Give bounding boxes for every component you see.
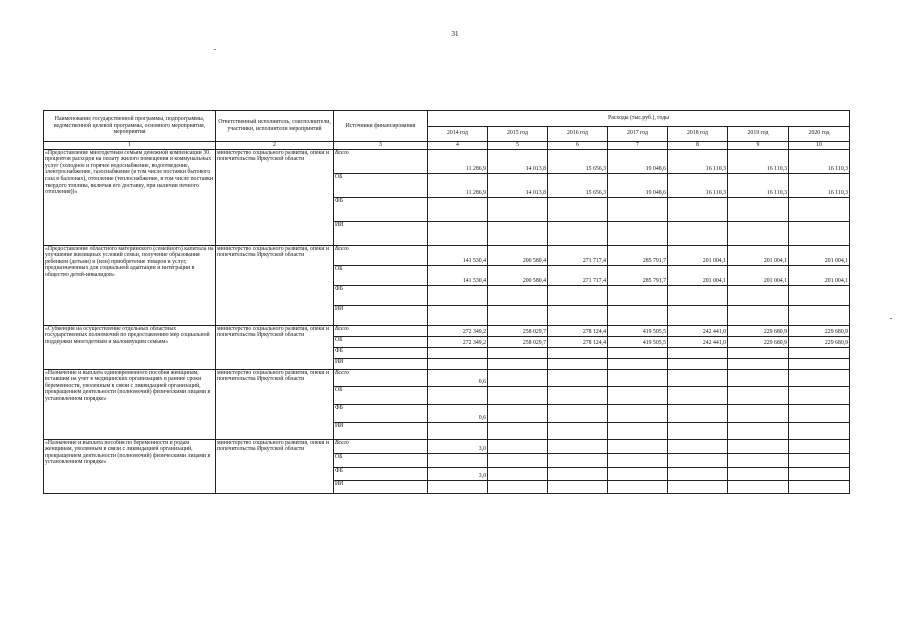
amount-cell: [428, 305, 488, 325]
amount-cell: 16 110,3: [789, 173, 850, 197]
header-year: 2020 год: [789, 126, 850, 142]
amount-cell: [608, 197, 668, 221]
amount-cell: [608, 285, 668, 305]
amount-cell: [488, 221, 548, 245]
amount-cell: 201 004,1: [789, 245, 850, 265]
amount-cell: [789, 347, 850, 358]
funding-source: Всего: [334, 325, 428, 336]
column-number: 2: [216, 142, 334, 150]
amount-cell: [608, 358, 668, 369]
measure-executor: министерство социального развития, опеки и попечительства Иркутской области: [216, 149, 334, 245]
amount-cell: 16 110,3: [668, 173, 728, 197]
funding-source: ФБ: [334, 467, 428, 480]
amount-cell: [728, 285, 789, 305]
amount-cell: [608, 453, 668, 467]
page-number: 31: [451, 30, 459, 38]
amount-cell: [789, 197, 850, 221]
amount-cell: [488, 347, 548, 358]
amount-cell: [548, 386, 608, 404]
amount-cell: [789, 453, 850, 467]
amount-cell: 16 110,3: [668, 149, 728, 173]
measure-executor: министерство социального развития, опеки и попечительства Иркутской области: [216, 369, 334, 439]
header-year: 2019 год: [728, 126, 789, 142]
amount-cell: [488, 422, 548, 439]
column-number: 5: [488, 142, 548, 150]
header-year: 2018 год: [668, 126, 728, 142]
funding-source: ОБ: [334, 453, 428, 467]
amount-cell: [728, 386, 789, 404]
amount-cell: [428, 197, 488, 221]
funding-source: ФБ: [334, 285, 428, 305]
amount-cell: 0,6: [428, 404, 488, 422]
amount-cell: [548, 369, 608, 386]
amount-cell: [668, 369, 728, 386]
funding-source: ОБ: [334, 173, 428, 197]
amount-cell: [789, 285, 850, 305]
amount-cell: 258 029,7: [488, 325, 548, 336]
amount-cell: 200 580,4: [488, 265, 548, 285]
funding-source: ОБ: [334, 265, 428, 285]
amount-cell: [728, 453, 789, 467]
amount-cell: 16 110,3: [789, 149, 850, 173]
amount-cell: [548, 358, 608, 369]
amount-cell: [428, 285, 488, 305]
amount-cell: [668, 422, 728, 439]
budget-table: [43, 110, 850, 494]
amount-cell: 285 791,7: [608, 265, 668, 285]
funding-source: ИИ: [334, 480, 428, 493]
amount-cell: 19 048,6: [608, 149, 668, 173]
header-year: 2017 год: [608, 126, 668, 142]
amount-cell: [728, 305, 789, 325]
amount-cell: [608, 369, 668, 386]
amount-cell: [789, 369, 850, 386]
table-row: [44, 439, 850, 453]
amount-cell: [728, 369, 789, 386]
funding-source: ФБ: [334, 197, 428, 221]
amount-cell: 14 013,8: [488, 173, 548, 197]
amount-cell: [608, 422, 668, 439]
table-row: [44, 369, 850, 386]
column-number: 6: [548, 142, 608, 150]
amount-cell: [428, 480, 488, 493]
amount-cell: 285 791,7: [608, 245, 668, 265]
amount-cell: [488, 369, 548, 386]
amount-cell: [789, 305, 850, 325]
amount-cell: [789, 439, 850, 453]
funding-source: ИИ: [334, 358, 428, 369]
amount-cell: [728, 480, 789, 493]
column-number: 10: [789, 142, 850, 150]
amount-cell: 271 717,4: [548, 245, 608, 265]
amount-cell: [668, 439, 728, 453]
amount-cell: 14 013,8: [488, 149, 548, 173]
amount-cell: [668, 453, 728, 467]
amount-cell: 419 505,5: [608, 325, 668, 336]
amount-cell: 272 349,2: [428, 325, 488, 336]
amount-cell: 15 656,3: [548, 149, 608, 173]
amount-cell: [548, 439, 608, 453]
amount-cell: [488, 305, 548, 325]
amount-cell: [488, 453, 548, 467]
amount-cell: [789, 358, 850, 369]
amount-cell: [608, 221, 668, 245]
funding-source: Всего: [334, 369, 428, 386]
column-number: 8: [668, 142, 728, 150]
measure-name: «Предоставление областного материнского (семейного) капитала на улучшение жилищных условий семьи, получение образования ребенком (детьми) и (или) приобретение товаров и услуг, предназначенных для социальной адаптации и интеграции в общество детей-инвалидов»: [44, 245, 216, 325]
amount-cell: [428, 221, 488, 245]
amount-cell: 141 530,4: [428, 245, 488, 265]
amount-cell: [728, 347, 789, 358]
funding-source: ИИ: [334, 422, 428, 439]
amount-cell: [608, 480, 668, 493]
amount-cell: [728, 221, 789, 245]
amount-cell: 229 680,9: [728, 336, 789, 347]
amount-cell: 19 048,6: [608, 173, 668, 197]
column-number: 4: [428, 142, 488, 150]
amount-cell: [728, 439, 789, 453]
column-number: 3: [334, 142, 428, 150]
amount-cell: [488, 480, 548, 493]
funding-source: ИИ: [334, 305, 428, 325]
table-row: [44, 325, 850, 336]
amount-cell: [728, 197, 789, 221]
header-year: 2014 год: [428, 126, 488, 142]
column-number: 9: [728, 142, 789, 150]
amount-cell: [789, 480, 850, 493]
amount-cell: [668, 386, 728, 404]
amount-cell: [668, 480, 728, 493]
amount-cell: [428, 358, 488, 369]
column-number: 1: [44, 142, 216, 150]
amount-cell: [608, 467, 668, 480]
funding-source: ОБ: [334, 386, 428, 404]
amount-cell: [789, 404, 850, 422]
header-spending: Расходы (тыс.руб.), годы: [428, 111, 850, 127]
table-row: [44, 149, 850, 173]
amount-cell: 229 680,9: [789, 336, 850, 347]
amount-cell: [488, 285, 548, 305]
funding-source: ОБ: [334, 336, 428, 347]
amount-cell: [428, 422, 488, 439]
amount-cell: [608, 305, 668, 325]
amount-cell: 419 505,5: [608, 336, 668, 347]
amount-cell: 11 286,9: [428, 173, 488, 197]
amount-cell: 3,0: [428, 439, 488, 453]
amount-cell: [608, 347, 668, 358]
amount-cell: 271 717,4: [548, 265, 608, 285]
amount-cell: [548, 422, 608, 439]
measure-executor: министерство социального развития, опеки и попечительства Иркутской области: [216, 325, 334, 369]
measure-name: «Предоставление многодетным семьям денежной компенсации 30 процентов расходов на оплату жилого помещения и коммунальных услуг (холодное и горячее водоснабжение, водоотведение, электроснабжение, газоснабжение (в том числе поставки бытового газа в баллонах), отопление (теплоснабжение, в том числе поставки твердого топлива, включая его доставку, при наличии печного отопления))»: [44, 149, 216, 245]
amount-cell: [728, 467, 789, 480]
amount-cell: [668, 221, 728, 245]
amount-cell: 278 124,4: [548, 336, 608, 347]
funding-source: Всего: [334, 245, 428, 265]
amount-cell: [548, 453, 608, 467]
amount-cell: [668, 285, 728, 305]
amount-cell: [488, 404, 548, 422]
amount-cell: [608, 439, 668, 453]
table-row: [44, 245, 850, 265]
amount-cell: [428, 453, 488, 467]
funding-source: Всего: [334, 149, 428, 173]
amount-cell: [548, 285, 608, 305]
amount-cell: [668, 197, 728, 221]
header-year: 2015 год: [488, 126, 548, 142]
amount-cell: 272 349,2: [428, 336, 488, 347]
amount-cell: 242 441,0: [668, 336, 728, 347]
amount-cell: [548, 221, 608, 245]
funding-source: ИИ: [334, 221, 428, 245]
amount-cell: [428, 386, 488, 404]
amount-cell: [668, 404, 728, 422]
amount-cell: 278 124,4: [548, 325, 608, 336]
amount-cell: 201 004,1: [668, 245, 728, 265]
amount-cell: 242 441,0: [668, 325, 728, 336]
amount-cell: [548, 305, 608, 325]
amount-cell: 141 530,4: [428, 265, 488, 285]
funding-source: ФБ: [334, 347, 428, 358]
amount-cell: [789, 386, 850, 404]
header-year: 2016 год: [548, 126, 608, 142]
amount-cell: 16 110,3: [728, 173, 789, 197]
amount-cell: [608, 386, 668, 404]
amount-cell: [668, 467, 728, 480]
amount-cell: 0,6: [428, 369, 488, 386]
amount-cell: [548, 404, 608, 422]
amount-cell: [608, 404, 668, 422]
header-source: Источники финансирования: [334, 111, 428, 142]
amount-cell: 229 680,9: [789, 325, 850, 336]
amount-cell: [488, 358, 548, 369]
amount-cell: [548, 347, 608, 358]
amount-cell: 258 029,7: [488, 336, 548, 347]
amount-cell: [488, 467, 548, 480]
measure-name: «Назначение и выплата пособия по беременности и родам женщинам, уволенным в связи с ликвидацией организаций, прекращением деятельности (полномочий) физическими лицами в установленном порядке»: [44, 439, 216, 493]
amount-cell: [728, 404, 789, 422]
amount-cell: [668, 358, 728, 369]
funding-source: Всего: [334, 439, 428, 453]
amount-cell: [548, 480, 608, 493]
header-executor: Ответственный исполнитель, соисполнители, участники, исполнители мероприятий: [216, 111, 334, 142]
amount-cell: 201 004,1: [668, 265, 728, 285]
amount-cell: [789, 221, 850, 245]
amount-cell: 16 110,3: [728, 149, 789, 173]
amount-cell: 200 580,4: [488, 245, 548, 265]
measure-name: «Субвенция на осуществление отдельных областных государственных полномочий по предоставлению мер социальной поддержки многодетным и малоимущим семьям»: [44, 325, 216, 369]
header-name: Наименование государственной программы, подпрограммы, ведомственной целевой программы, основного мероприятия, мероприятия: [44, 111, 216, 142]
amount-cell: 201 004,1: [789, 265, 850, 285]
amount-cell: 201 004,1: [728, 265, 789, 285]
measure-name: «Назначение и выплата единовременного пособия женщинам, вставшим на учет в медицинских организациях в ранние сроки беременности, уволенным в связи с ликвидацией организаций, прекращением деятельности (полномочий) физическими лицами в установленном порядке»: [44, 369, 216, 439]
amount-cell: [488, 386, 548, 404]
amount-cell: [668, 347, 728, 358]
amount-cell: 201 004,1: [728, 245, 789, 265]
amount-cell: [728, 358, 789, 369]
amount-cell: 15 656,3: [548, 173, 608, 197]
amount-cell: [548, 467, 608, 480]
amount-cell: 229 680,9: [728, 325, 789, 336]
amount-cell: [728, 422, 789, 439]
amount-cell: [488, 197, 548, 221]
amount-cell: [428, 347, 488, 358]
amount-cell: 3,0: [428, 467, 488, 480]
measure-executor: министерство социального развития, опеки и попечительства Иркутской области: [216, 439, 334, 493]
column-number: 7: [608, 142, 668, 150]
amount-cell: [789, 467, 850, 480]
funding-source: ФБ: [334, 404, 428, 422]
amount-cell: [668, 305, 728, 325]
amount-cell: [488, 439, 548, 453]
amount-cell: [789, 422, 850, 439]
amount-cell: 11 286,9: [428, 149, 488, 173]
measure-executor: министерство социального развития, опеки и попечительства Иркутской области: [216, 245, 334, 325]
amount-cell: [548, 197, 608, 221]
